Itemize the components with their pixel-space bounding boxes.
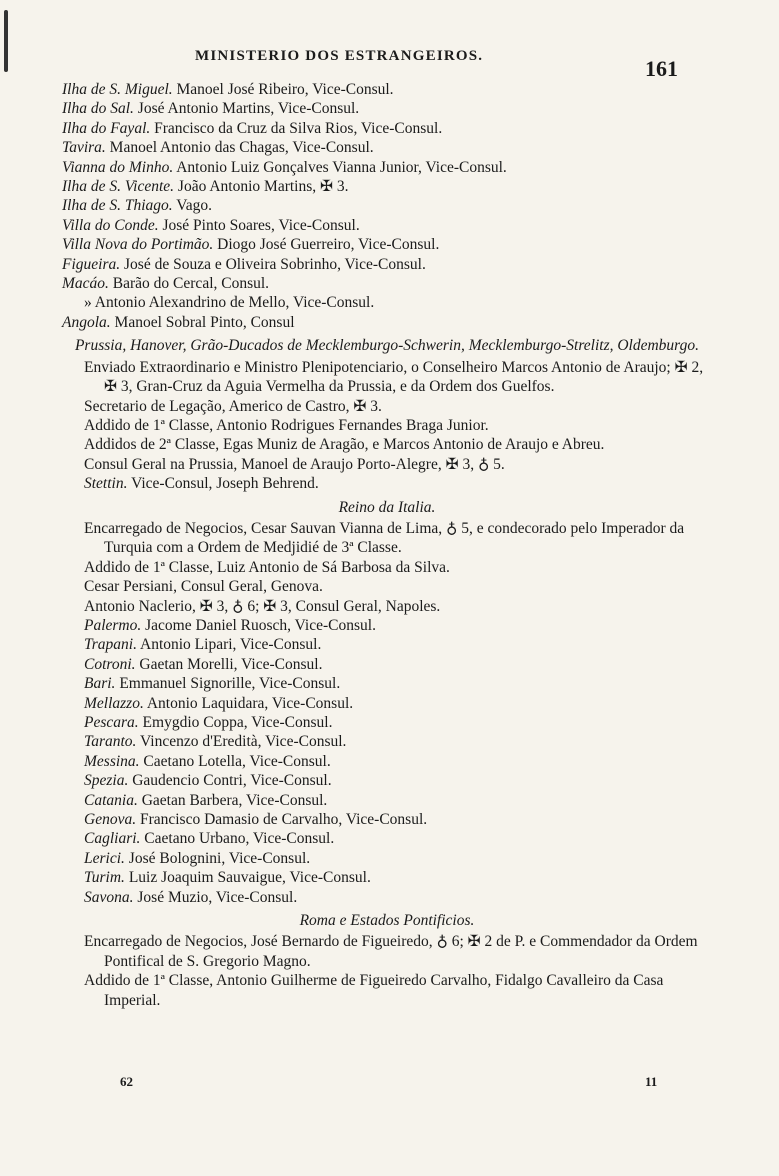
page-number: 161 [645, 56, 678, 81]
entry: José Pinto Soares, Vice-Consul. [158, 216, 360, 234]
entry: Gaetan Barbera, Vice-Consul. [137, 791, 328, 809]
place: Spezia. [84, 772, 129, 790]
binding-mark [4, 10, 8, 72]
entry: José Bolognini, Vice-Consul. [124, 849, 311, 867]
entry: João Antonio Martins, ✠ 3. [174, 178, 349, 196]
place: Ilha de S. Miguel. [62, 81, 173, 98]
entry: Antonio Laquidara, Vice-Consul. [143, 694, 354, 712]
entry: Vincenzo d'Eredità, Vice-Consul. [136, 733, 347, 751]
entry: Antonio Naclerio, ✠ 3, ♁ 6; ✠ 3, Consul Geral, Napoles. [84, 597, 441, 615]
entry: Secretario de Legação, Americo de Castro, ✠ 3. [84, 397, 382, 415]
sheet-number: 11 [645, 1074, 658, 1089]
place: Savona. [84, 888, 134, 906]
place: Turim. [84, 869, 125, 887]
signature-mark: 62 [120, 1074, 133, 1089]
place: Messina. [84, 752, 140, 770]
entry: Manoel Antonio das Chagas, Vice-Consul. [105, 139, 374, 157]
place: Genova. [84, 811, 137, 829]
place: Trapani. [84, 636, 137, 654]
place: Angola. [62, 313, 111, 331]
place: Cotroni. [84, 655, 136, 673]
entry: Encarregado de Negocios, José Bernardo de Figueiredo, ♁ 6; ✠ 2 de P. e Commendador da Ordem Pontifical de S. Gregorio Magno. [84, 933, 698, 970]
place: Tavira. [62, 139, 106, 157]
entry: Gaetan Morelli, Vice-Consul. [135, 655, 323, 673]
entry: Caetano Lotella, Vice-Consul. [139, 752, 331, 770]
place: Villa do Conde. [62, 216, 159, 234]
entry: Antonio Luiz Gonçalves Vianna Junior, Vice-Consul. [173, 158, 507, 176]
entry: Jacome Daniel Ruosch, Vice-Consul. [141, 616, 376, 634]
entry: Francisco da Cruz da Silva Rios, Vice-Consul. [150, 119, 443, 137]
ditto-mark: » [84, 294, 92, 312]
place: Stettin. [84, 475, 128, 493]
place: Villa Nova do Portimão. [62, 236, 214, 254]
place: Ilha do Fayal. [62, 119, 151, 137]
entry: Francisco Damasio de Carvalho, Vice-Consul. [136, 811, 428, 829]
place: Pescara. [84, 714, 139, 731]
entry: Antonio Alexandrino de Mello, Vice-Consul. [91, 294, 375, 312]
running-header: MINISTERIO DOS ESTRANGEIROS. [195, 48, 484, 64]
entry: Encarregado de Negocios, Cesar Sauvan Vianna de Lima, ♁ 5, e condecorado pelo Imperador da Turquia com a Ordem de Medjidié de 3ª Classe. [84, 519, 685, 557]
place: Lerici. [84, 849, 125, 867]
place: Ilha de S. Thiago. [62, 197, 173, 215]
entry: Manoel José Ribeiro, Vice-Consul. [172, 81, 394, 98]
entry: Addidos de 2ª Classe, Egas Muniz de Aragão, e Marcos Antonio de Araujo e Abreu. [84, 436, 605, 454]
entry: José Antonio Martins, Vice-Consul. [133, 100, 360, 118]
entry: Enviado Extraordinario e Ministro Plenipotenciario, o Conselheiro Marcos Antonio de Araujo; ✠ 2, ✠ 3, Gran-Cruz da Aguia Vermelha da Prussia, e da Ordem dos Guelfos. [84, 358, 704, 396]
entry: Emygdio Coppa, Vice-Consul. [138, 714, 333, 731]
entry: Addido de 1ª Classe, Luiz Antonio de Sá Barbosa da Silva. [84, 558, 450, 576]
entry: José Muzio, Vice-Consul. [133, 888, 298, 906]
entry: Diogo José Guerreiro, Vice-Consul. [213, 236, 440, 254]
place: Taranto. [84, 733, 137, 751]
entry: Luiz Joaquim Sauvaigue, Vice-Consul. [124, 869, 371, 887]
place: Ilha do Sal. [62, 100, 134, 118]
entry: Addido de 1ª Classe, Antonio Rodrigues Fernandes Braga Junior. [84, 416, 489, 434]
section-heading-prussia: Prussia, Hanover, Grão-Ducados de Mecklemburgo-Schwerin, Mecklemburgo-Strelitz, Oldemburgo. [74, 337, 700, 355]
place: Mellazzo. [84, 694, 144, 712]
place: Palermo. [84, 616, 142, 634]
place: Vianna do Minho. [62, 158, 174, 176]
consular-list [62, 80, 712, 1010]
entry: Caetano Urbano, Vice-Consul. [140, 830, 335, 848]
entry: Addido de 1ª Classe, Antonio Guilherme de Figueiredo Carvalho, Fidalgo Cavalleiro da Casa Imperial. [84, 972, 664, 1009]
entry: Vice-Consul, Joseph Behrend. [127, 475, 319, 493]
place: Figueira. [62, 255, 121, 273]
entry: Manoel Sobral Pinto, Consul [110, 313, 295, 331]
place: Ilha de S. Vicente. [62, 178, 175, 196]
place: Macáo. [62, 275, 109, 293]
entry: Cesar Persiani, Consul Geral, Genova. [84, 578, 323, 596]
entry: Consul Geral na Prussia, Manoel de Araujo Porto-Alegre, ✠ 3, ♁ 5. [84, 455, 505, 473]
place: Catania. [84, 791, 138, 809]
entry: Vago. [172, 197, 212, 215]
section-heading-roma: Roma e Estados Pontificios. [299, 912, 475, 930]
entry: Antonio Lipari, Vice-Consul. [136, 636, 322, 654]
entry: José de Souza e Oliveira Sobrinho, Vice-Consul. [120, 255, 426, 273]
entry: Gaudencio Contri, Vice-Consul. [128, 772, 332, 790]
place: Cagliari. [84, 830, 141, 848]
section-heading-italia: Reino da Italia. [338, 498, 436, 516]
place: Bari. [84, 675, 116, 693]
entry: Barão do Cercal, Consul. [108, 275, 270, 293]
entry: Emmanuel Signorille, Vice-Consul. [115, 675, 341, 693]
